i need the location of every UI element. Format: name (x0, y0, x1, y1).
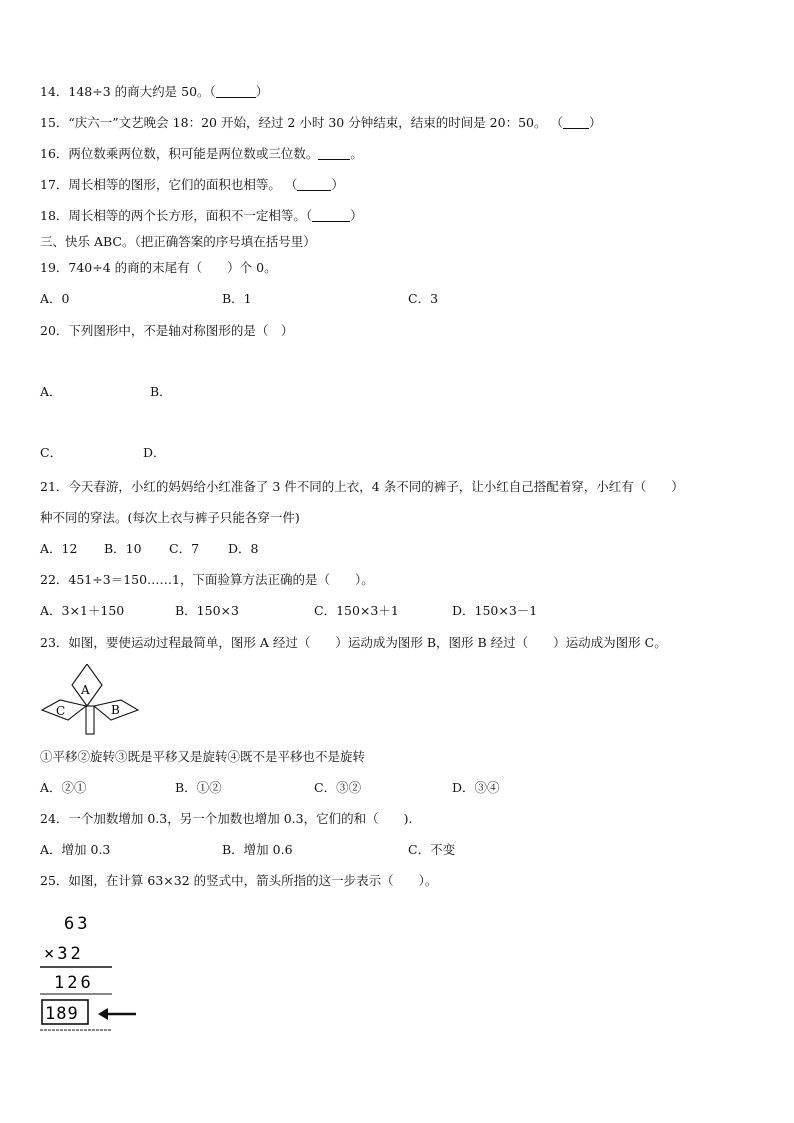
answer-blank[interactable] (216, 85, 256, 98)
question-23-legend: ①平移②旋转③既是平移又是旋转④既不是平移也不是旋转 (40, 749, 366, 764)
option-d[interactable]: D． (143, 445, 166, 460)
option-a[interactable]: A．12 (40, 541, 78, 556)
option-c[interactable]: C．150×3＋1 (314, 603, 399, 618)
option-a[interactable]: A． (40, 384, 62, 399)
question-23-text: 23．如图，要使运动过程最简单，图形 A 经过（ ）运动成为图形 B，图形 B 经过（ ）运动成为图形 C。 (40, 635, 667, 650)
option-b[interactable]: B． (150, 384, 172, 399)
question-14-text: 14．148÷3 的商大约是 50。（ (40, 84, 216, 99)
multiplicand: 63 (64, 914, 91, 934)
label-b: B (111, 703, 120, 717)
option-c[interactable]: C．③② (314, 780, 362, 795)
partial-product-1: 126 (54, 973, 94, 993)
question-15-text: 15．“庆六一”文艺晚会 18：20 开始，经过 2 小时 30 分钟结束，结束的时间是 20：50。 （ (40, 115, 563, 130)
label-c: C (56, 704, 66, 718)
option-d[interactable]: D．③④ (452, 780, 500, 795)
option-c[interactable]: C．3 (408, 291, 439, 306)
question-16-text: 16．两位数乘两位数，积可能是两位数或三位数。 (40, 146, 319, 161)
question-22-text: 22．451÷3＝150……1，下面验算方法正确的是（ ）。 (40, 572, 374, 587)
option-b[interactable]: B．1 (222, 291, 252, 306)
label-a: A (81, 683, 90, 697)
partial-product-2: 189 (45, 1004, 79, 1024)
section-3-title: 三、快乐 ABC。（把正确答案的序号填在括号里） (40, 234, 316, 249)
rotation-figure (40, 664, 140, 736)
question-24-text: 24．一个加数增加 0.3，另一个加数也增加 0.3，它们的和（ ). (40, 811, 413, 826)
question-14: 14．148÷3 的商大约是 50。（ ） (40, 84, 269, 99)
option-a[interactable]: A．0 (40, 291, 70, 306)
question-18-text: 18．周长相等的两个长方形，面积不一定相等。（ (40, 208, 313, 223)
answer-blank[interactable] (297, 178, 331, 191)
answer-blank[interactable] (312, 209, 350, 222)
option-a[interactable]: A．3×1＋150 (40, 603, 125, 618)
option-a[interactable]: A．②① (40, 780, 87, 795)
stem (86, 706, 94, 734)
question-21-line-1: 21．今天春游，小红的妈妈给小红准备了 3 件不同的上衣，4 条不同的裤子，让小红自己搭配着穿，小红有（ ） (40, 479, 684, 494)
question-25-text: 25．如图，在计算 63×32 的竖式中，箭头所指的这一步表示（ ）。 (40, 873, 438, 888)
answer-blank[interactable] (318, 147, 350, 160)
option-b[interactable]: B．10 (104, 541, 142, 556)
option-b[interactable]: B．增加 0.6 (222, 842, 293, 857)
option-a[interactable]: A．增加 0.3 (40, 842, 111, 857)
question-16: 16．两位数乘两位数，积可能是两位数或三位数。 。 (40, 146, 363, 161)
option-c[interactable]: C．7 (169, 541, 200, 556)
option-b[interactable]: B．①② (175, 780, 222, 795)
multiplier: ×32 (44, 944, 84, 964)
question-20-text: 20．下列图形中，不是轴对称图形的是（ ） (40, 323, 294, 338)
question-17: 17．周长相等的图形，它们的面积也相等。 （ ） (40, 177, 344, 192)
question-18: 18．周长相等的两个长方形，面积不一定相等。（ ） (40, 208, 363, 223)
option-c[interactable]: C．不变 (408, 842, 456, 857)
option-b[interactable]: B．150×3 (175, 603, 239, 618)
question-15: 15．“庆六一”文艺晚会 18：20 开始，经过 2 小时 30 分钟结束，结束的时间是 20：50。 （ ） (40, 115, 602, 130)
question-21-line-2: 种不同的穿法。(每次上衣与裤子只能各穿一件) (40, 510, 300, 525)
answer-blank[interactable] (563, 116, 589, 129)
question-19-text: 19．740÷4 的商的末尾有（ ）个 0。 (40, 260, 277, 275)
option-d[interactable]: D．150×3－1 (452, 603, 538, 618)
option-d[interactable]: D．8 (228, 541, 259, 556)
option-c[interactable]: C． (40, 445, 63, 460)
question-17-text: 17．周长相等的图形，它们的面积也相等。 （ (40, 177, 298, 192)
vertical-multiplication-figure (36, 906, 146, 1038)
arrow-left-icon (98, 1008, 108, 1020)
